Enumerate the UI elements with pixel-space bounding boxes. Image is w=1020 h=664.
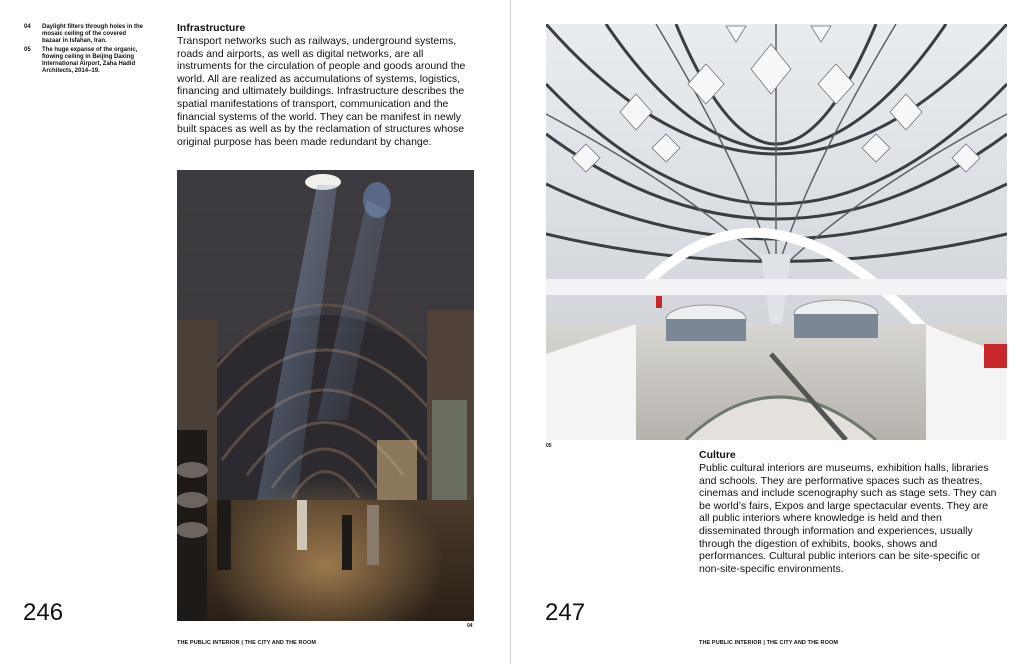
culture-heading: Culture: [699, 449, 736, 461]
caption-number: 05: [24, 47, 31, 53]
infrastructure-paragraph: Transport networks such as railways, underground systems, roads and airports, as well as digital networks, are all instruments for the circulation of people and goods around the world. All are realized as accumulations of systems, logistics, financing and ultimately buildings. Infrastructure describes the spatial manifestations of transport, communication and the financial systems of the world. They can be manifest in newly built spaces as well as by the reclamation of structures whose original purpose has been made redundant by change.: [177, 35, 466, 148]
running-footer-right: THE PUBLIC INTERIOR | THE CITY AND THE ROOM: [699, 640, 839, 646]
right-page: [511, 0, 1020, 664]
page-number-right: 247: [545, 599, 586, 626]
caption-05: [24, 47, 144, 75]
caption-04: [24, 24, 144, 45]
infrastructure-heading: Infrastructure: [177, 22, 246, 34]
caption-text: The huge expanse of the organic, flowing ceiling in Beijing Daxing International Airport, Zaha Hadid Architects, 2014–19.: [42, 47, 138, 74]
culture-paragraph: Public cultural interiors are museums, exhibition halls, libraries and schools. They are performative spaces such as theatres, cinemas and include scenography such as stage sets. They can be world’s fairs, Expos and large spectacular events. They are all public interiors where knowledge is held and then disseminated through information and experiences, usually through the digestion of exhibits, books, shows and performances. Cultural public interiors can be site-specific or non-site-specific environments.: [699, 462, 997, 575]
image-number-05: 05: [546, 443, 552, 449]
image-number-04: 04: [467, 623, 473, 629]
page-number-left: 246: [23, 599, 64, 626]
image-captions: [24, 24, 144, 77]
bazaar-photo: [177, 170, 474, 621]
running-footer-left: THE PUBLIC INTERIOR | THE CITY AND THE ROOM: [177, 640, 317, 646]
caption-number: 04: [24, 24, 31, 30]
airport-photo: [546, 24, 1007, 440]
caption-text: Daylight filters through holes in the mosaic ceiling of the covered bazaar in Isfahan, Iran.: [42, 24, 144, 44]
